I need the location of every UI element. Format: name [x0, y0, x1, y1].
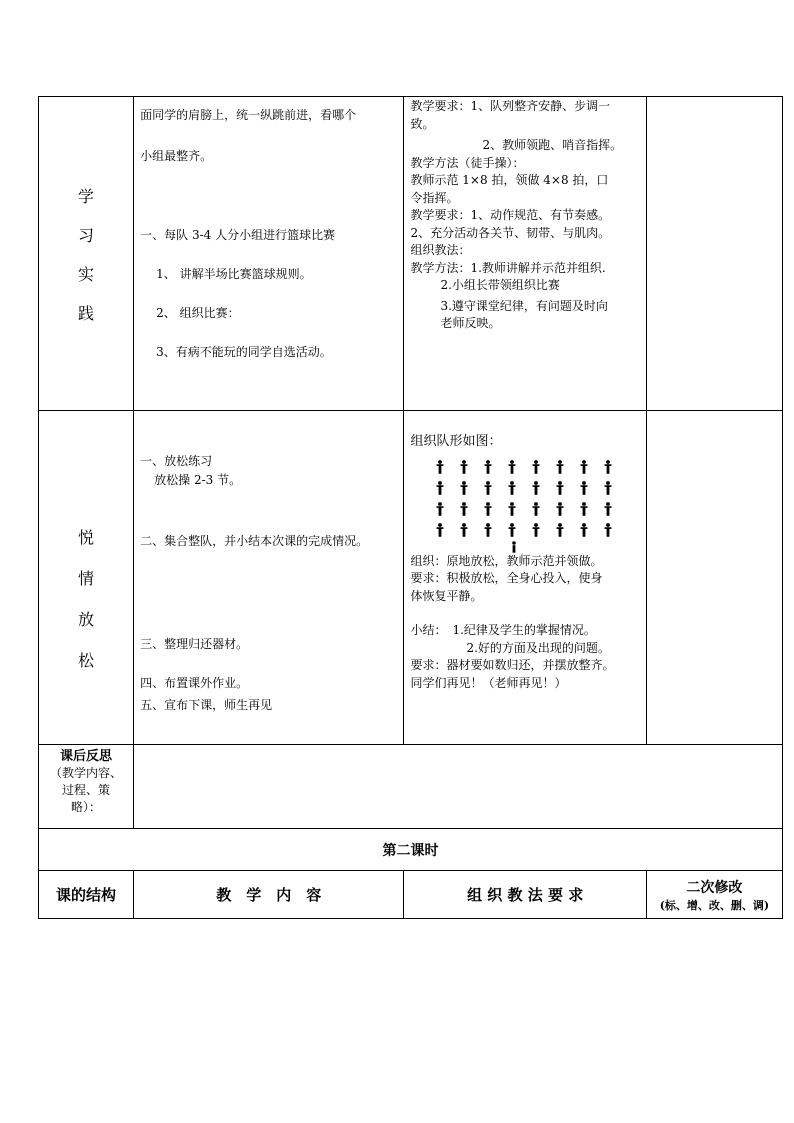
- method-line: 组织教法：: [410, 243, 471, 257]
- content-line: 四、布置课外作业。: [140, 676, 249, 690]
- method-line: 老师反映。: [440, 316, 501, 330]
- content-line: 1、 讲解半场比赛篮球规则。: [156, 267, 312, 281]
- reflection-label-cell: [39, 745, 134, 829]
- title-char: 松: [78, 650, 95, 670]
- content-line: 面同学的肩膀上，统一纵跳前进，看哪个: [140, 108, 357, 122]
- lesson-two-row: [39, 829, 783, 871]
- person-icon: [436, 460, 444, 474]
- content-line: 3、有病不能玩的同学自选活动。: [156, 345, 332, 359]
- person-icon: [580, 460, 588, 474]
- reflection-note: 过程、策: [62, 783, 111, 797]
- content-line: 三、整理归还器材。: [140, 637, 249, 651]
- title-char: 学: [78, 186, 95, 206]
- method-line: 要求：器材要如数归还，并摆放整齐。: [410, 658, 615, 672]
- formation-figure: [428, 457, 641, 541]
- content-line: 2、 组织比赛：: [156, 306, 240, 320]
- title-char: 放: [78, 609, 95, 629]
- lesson-plan-table: [38, 96, 783, 919]
- method-line: 令指挥。: [410, 190, 459, 205]
- person-icon: [460, 502, 468, 516]
- header-content-cell: [134, 871, 404, 919]
- header-content: 教 学 内 容: [216, 886, 322, 904]
- content-cell-practice: [134, 97, 404, 411]
- person-icon: [436, 481, 444, 495]
- lesson-two-cell: [39, 829, 783, 871]
- lesson-two-title: 第二课时: [382, 842, 439, 859]
- content-cell-relax: [134, 411, 404, 745]
- title-char: 悦: [78, 527, 95, 547]
- person-icon: [580, 481, 588, 495]
- person-icon: [436, 523, 444, 537]
- person-icon: [604, 481, 612, 495]
- person-icon: [556, 523, 564, 537]
- person-icon: [508, 502, 516, 516]
- person-icon: [460, 523, 468, 537]
- header-structure: 课的结构: [56, 886, 117, 904]
- section-practice-row: [39, 97, 783, 411]
- method-line: 3.遵守课堂纪律，有问题及时向: [440, 298, 608, 313]
- person-icon: [532, 460, 540, 474]
- header-revision-note: (标、增、改、删、调): [659, 898, 770, 912]
- person-icon: [556, 460, 564, 474]
- header-revision: 二次修改: [686, 879, 743, 896]
- method-line: 教学要求：1、动作规范、有节奏感。: [410, 208, 611, 222]
- reflection-note: 略）：: [71, 800, 102, 814]
- reflection-title: 课后反思: [60, 749, 113, 764]
- content-line: 一、每队 3-4 人分小组进行篮球比赛: [140, 228, 336, 242]
- title-char: 习: [78, 225, 95, 245]
- method-line: 2.小组长带领组织比赛: [440, 278, 560, 292]
- revision-cell-relax: [646, 411, 782, 745]
- content-line: 小组最整齐。: [140, 149, 213, 163]
- method-line: 教师示范 1×8 拍，领做 4×8 拍，口: [410, 173, 609, 187]
- header-row: [39, 871, 783, 919]
- method-line: 组织：原地放松，教师示范并领做。: [410, 553, 603, 568]
- method-line: 小结： 1.纪律及学生的掌握情况。: [410, 623, 596, 637]
- section-title-practice: [39, 97, 133, 410]
- section-title-cell: [39, 97, 134, 411]
- title-char: 实: [78, 264, 95, 284]
- content-line: 二、集合整队，并小结本次课的完成情况。: [140, 534, 369, 548]
- person-icon: [436, 502, 444, 516]
- person-icon: [484, 502, 492, 516]
- method-line: 2.好的方面及出现的问题。: [466, 640, 610, 655]
- method-cell-practice: [404, 97, 646, 411]
- person-icon: [604, 460, 612, 474]
- person-icon: [532, 481, 540, 495]
- content-line: 一、放松练习: [140, 454, 213, 468]
- method-line: 2、教师领跑、哨音指挥。: [482, 138, 623, 152]
- method-line: 体恢复平静。: [410, 588, 483, 603]
- person-icon: [508, 481, 516, 495]
- section-title-relax: [39, 411, 133, 744]
- person-icon: [532, 502, 540, 516]
- person-icon: [460, 460, 468, 474]
- method-line: 要求：积极放松，全身心投入，使身: [410, 571, 603, 585]
- person-icon: [604, 502, 612, 516]
- header-revision-cell: [646, 871, 782, 919]
- method-line: 致。: [410, 116, 435, 131]
- person-icon: [460, 481, 468, 495]
- header-method-cell: [404, 871, 646, 919]
- person-icon: [580, 502, 588, 516]
- reflection-note: （教学内容、: [50, 766, 123, 780]
- method-line: 教学方法：1.教师讲解并示范并组织.: [410, 260, 606, 275]
- person-icon: [604, 523, 612, 537]
- person-icon: [508, 460, 516, 474]
- content-line: 五、宣布下课，师生再见: [140, 698, 273, 712]
- person-icon: [484, 460, 492, 474]
- person-icon: [508, 523, 516, 537]
- teacher-icon: [510, 541, 518, 553]
- method-line: 同学们再见！（老师再见！）: [410, 675, 567, 690]
- person-icon: [580, 523, 588, 537]
- figure-title: 组织队形如图：: [410, 434, 502, 449]
- section-relax-row: [39, 411, 783, 745]
- header-method: 组 织 教 法 要 求: [467, 886, 584, 904]
- person-icon: [556, 502, 564, 516]
- method-line: 教学要求：1、队列整齐安静、步调一: [410, 99, 611, 113]
- reflection-content-cell: [134, 745, 783, 829]
- person-icon: [484, 523, 492, 537]
- method-cell-relax: [404, 411, 646, 745]
- content-line: 放松操 2-3 节。: [154, 473, 242, 487]
- person-icon: [556, 481, 564, 495]
- person-icon: [532, 523, 540, 537]
- reflection-row: [39, 745, 783, 829]
- section-title-cell: [39, 411, 134, 745]
- title-char: 情: [78, 568, 95, 588]
- method-line: 2、充分活动各关节、韧带、与肌肉。: [410, 225, 611, 240]
- method-line: 教学方法（徒手操）：: [410, 155, 525, 170]
- header-structure-cell: [39, 871, 134, 919]
- title-char: 践: [78, 303, 95, 323]
- person-icon: [484, 481, 492, 495]
- revision-cell-practice: [646, 97, 782, 411]
